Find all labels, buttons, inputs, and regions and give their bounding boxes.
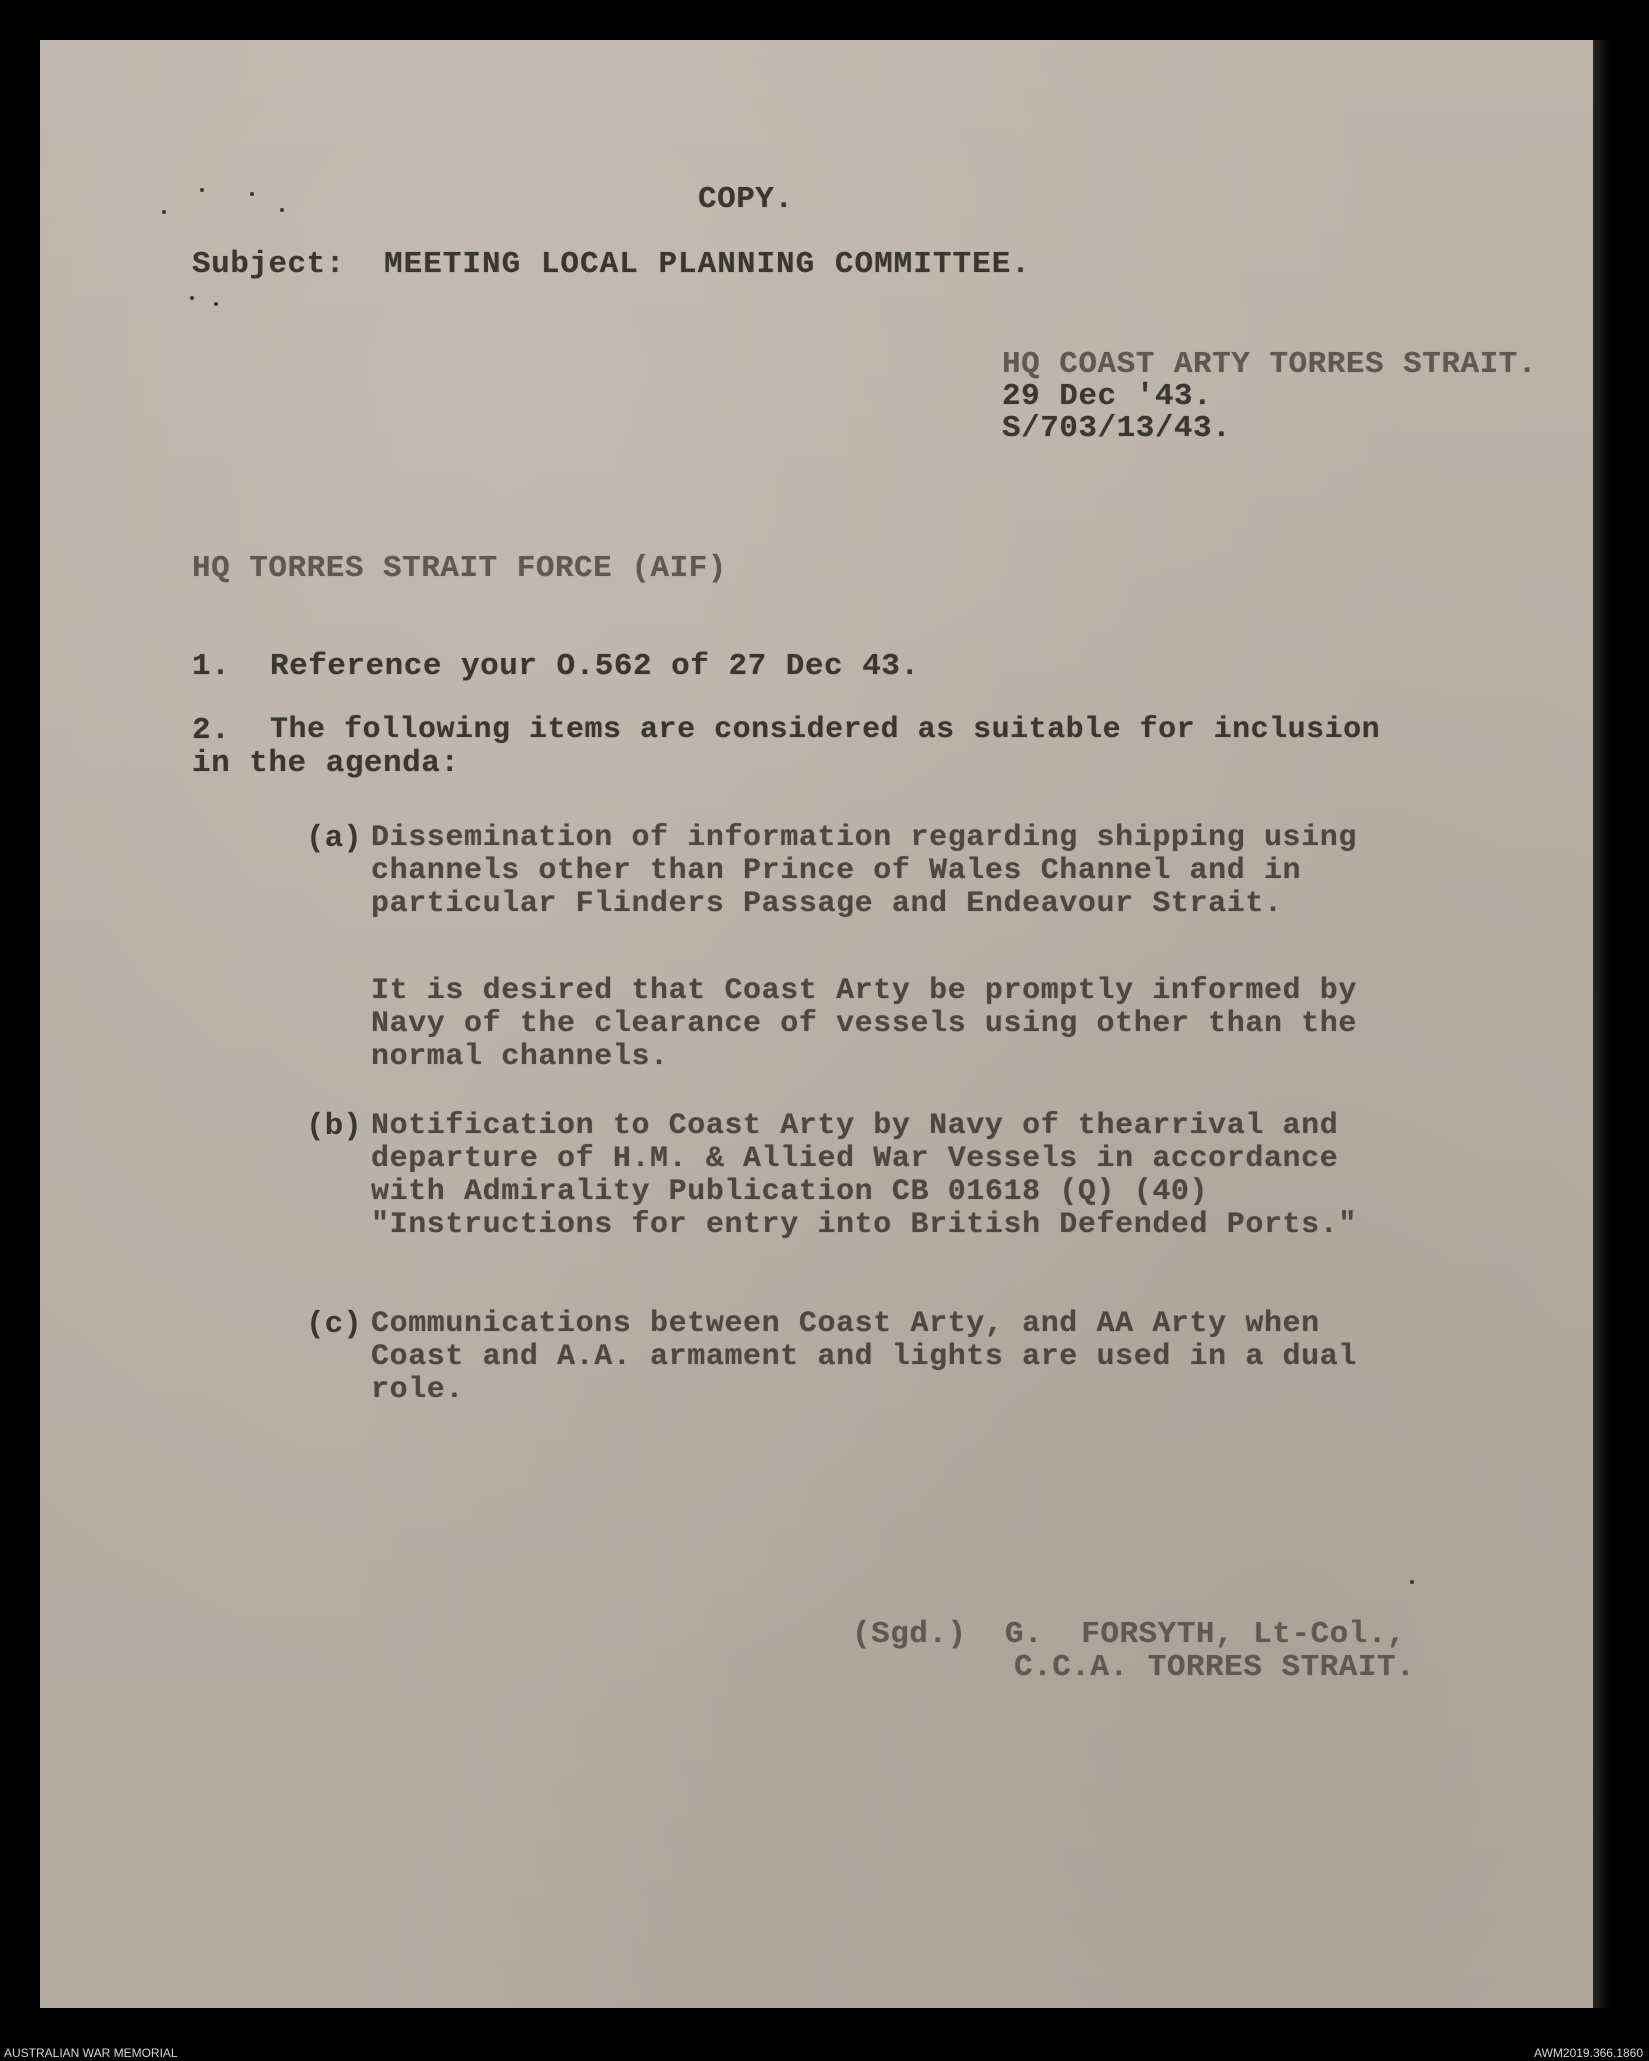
subject-text: MEETING LOCAL PLANNING COMMITTEE. [384,247,1031,282]
speck-mark [190,296,194,300]
paper-edge-shadow [1593,40,1611,2008]
sender-unit: HQ COAST ARTY TORRES STRAIT. [1002,347,1537,382]
item-b-label: (b) [306,1109,362,1144]
paragraph-2-line-1: The following items are considered as suitable for inclusion [270,713,1381,747]
footer-institution: AUSTRALIAN WAR MEMORIAL [4,2046,178,2060]
paragraph-1-number: 1. [192,649,231,684]
paragraph-2-number: 2. [192,713,231,748]
item-a-follow-up: It is desired that Coast Arty be promptly informed by Navy of the clearance of vessels using other than the normal channels. [371,974,1357,1074]
item-c-text: Communications between Coast Arty, and AA Arty when Coast and A.A. armament and lights are used in a dual role. [371,1307,1357,1407]
speck-mark [200,188,204,192]
speck-mark [162,210,166,214]
item-c-label: (c) [306,1307,362,1342]
speck-mark [280,208,284,212]
sender-reference: S/703/13/43. [1002,411,1232,446]
document-page [40,40,1593,2008]
item-a-label: (a) [306,821,362,856]
speck-mark [1410,1580,1414,1584]
signature-line-2: C.C.A. TORRES STRAIT. [1014,1650,1416,1685]
item-a-text: Dissemination of information regarding shipping using channels other than Prince of Wales Channel and in particular Flinders Passage and Endeavour Strait. [371,821,1357,921]
paragraph-1-text: Reference your O.562 of 27 Dec 43. [270,649,920,684]
speck-mark [250,192,254,196]
addressee: HQ TORRES STRAIT FORCE (AIF) [192,551,727,586]
subject-label: Subject: [192,247,345,282]
footer-accession-number: AWM2019.366.1860 [1534,2046,1643,2060]
signature-line-1: (Sgd.) G. FORSYTH, Lt-Col., [852,1617,1406,1652]
speck-mark [214,302,218,306]
paragraph-2-line-2: in the agenda: [192,746,460,781]
sender-date: 29 Dec '43. [1002,379,1213,414]
document-heading: COPY. [698,182,794,217]
item-b-text: Notification to Coast Arty by Navy of thearrival and departure of H.M. & Allied War Vessels in accordance with Admirality Publication CB 01618 (Q) (40) "Instructions for entry into British Defended Ports." [371,1109,1357,1242]
